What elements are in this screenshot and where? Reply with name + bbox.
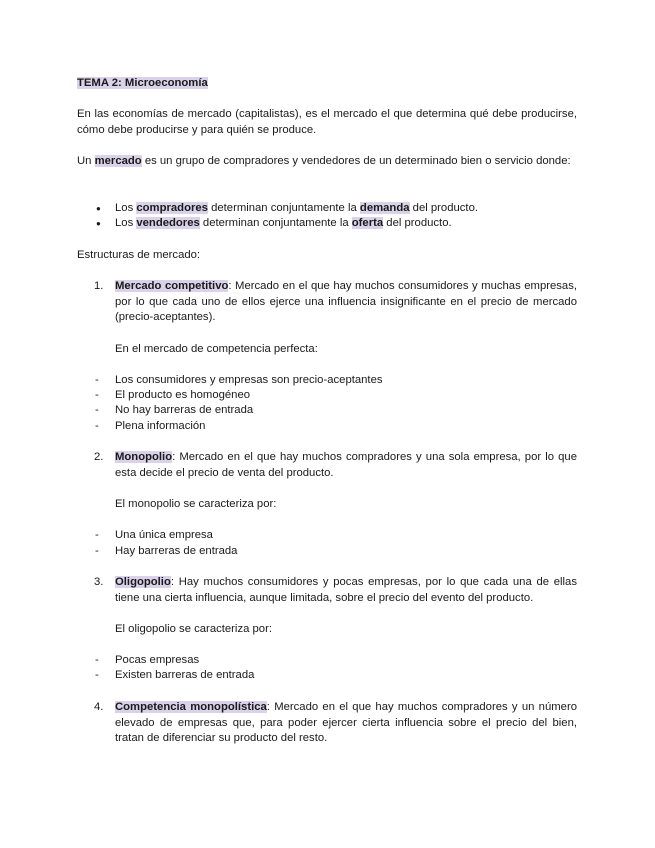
list-number: 2. <box>94 451 104 463</box>
list-item: Los consumidores y empresas son precio-aceptantes <box>115 374 383 386</box>
list-item: Una única empresa <box>115 529 213 541</box>
dash-marker: - <box>95 529 99 541</box>
list-item: Pocas empresas <box>115 654 200 666</box>
list-item: Los vendedores determinan conjuntamente la oferta del producto. <box>115 217 452 229</box>
term-monopolio: Monopolio <box>115 451 173 463</box>
doc-title <box>77 76 577 92</box>
list-item: Los compradores determinan conjuntamente la demanda del producto. <box>115 202 478 214</box>
intro-paragraph: En las economías de mercado (capitalistas), es el mercado el que determina qué debe producirse, cómo debe producirse y para quién se produce. <box>77 108 577 136</box>
bullet-icon: ● <box>96 219 101 228</box>
list-number: 4. <box>94 701 104 713</box>
item-oligopolio: Oligopolio: Hay muchos consumidores y pocas empresas, por lo que cada una de ellas tiene una cierta influencia, aunque limitada, sobre el precio del evento del producto. <box>115 576 577 604</box>
structures-heading: Estructuras de mercado: <box>77 249 201 261</box>
term-competencia-monopolistica: Competencia monopolística <box>115 701 267 713</box>
dash-marker: - <box>95 389 99 401</box>
sub-heading: El monopolio se caracteriza por: <box>115 498 277 510</box>
list-item: No hay barreras de entrada <box>115 404 254 416</box>
list-number: 1. <box>94 280 104 292</box>
list-number: 3. <box>94 576 104 588</box>
sub-heading: El oligopolio se caracteriza por: <box>115 623 272 635</box>
term-oferta: oferta <box>351 217 384 229</box>
item-monopolio: Monopolio: Mercado en el que hay muchos compradores y una sola empresa, por lo que esta decide el precio de venta del producto. <box>115 451 577 479</box>
term-oligopolio: Oligopolio <box>115 576 171 588</box>
market-definition <box>77 154 577 170</box>
term-vendedores: vendedores <box>136 217 200 229</box>
def-text-2: es un grupo de compradores y vendedores de un determinado bien o servicio donde: <box>141 155 571 167</box>
term-mercado-competitivo: Mercado competitivo <box>115 280 229 292</box>
list-item: Existen barreras de entrada <box>115 669 255 681</box>
item-mercado-competitivo: Mercado competitivo: Mercado en el que hay muchos consumidores y muchas empresas, por lo que cada uno de ellos ejerce una influencia insignificante en el precio de mercado (precio-aceptantes). <box>115 280 577 323</box>
dash-marker: - <box>95 404 99 416</box>
list-item: Hay barreras de entrada <box>115 545 238 557</box>
item-competencia-monopolistica: Competencia monopolística: Mercado en el que hay muchos compradores y un número elevado de empresas que, para poder ejercer cierta influencia sobre el precio del bien, tratan de diferenciar su producto del resto. <box>115 701 577 744</box>
term-compradores: compradores <box>136 202 208 214</box>
sub-heading: En el mercado de competencia perfecta: <box>115 343 318 355</box>
dash-marker: - <box>95 374 99 386</box>
dash-marker: - <box>95 420 99 432</box>
term-mercado: mercado <box>94 155 142 167</box>
term-demanda: demanda <box>359 202 410 214</box>
dash-marker: - <box>95 654 99 666</box>
bullet-icon: ● <box>96 204 101 213</box>
doc-title-text: TEMA 2: Microeconomía <box>77 77 208 89</box>
list-item: El producto es homogéneo <box>115 389 251 401</box>
list-item: Plena información <box>115 420 206 432</box>
def-text-1: Un <box>77 155 95 167</box>
dash-marker: - <box>95 669 99 681</box>
dash-marker: - <box>95 545 99 557</box>
